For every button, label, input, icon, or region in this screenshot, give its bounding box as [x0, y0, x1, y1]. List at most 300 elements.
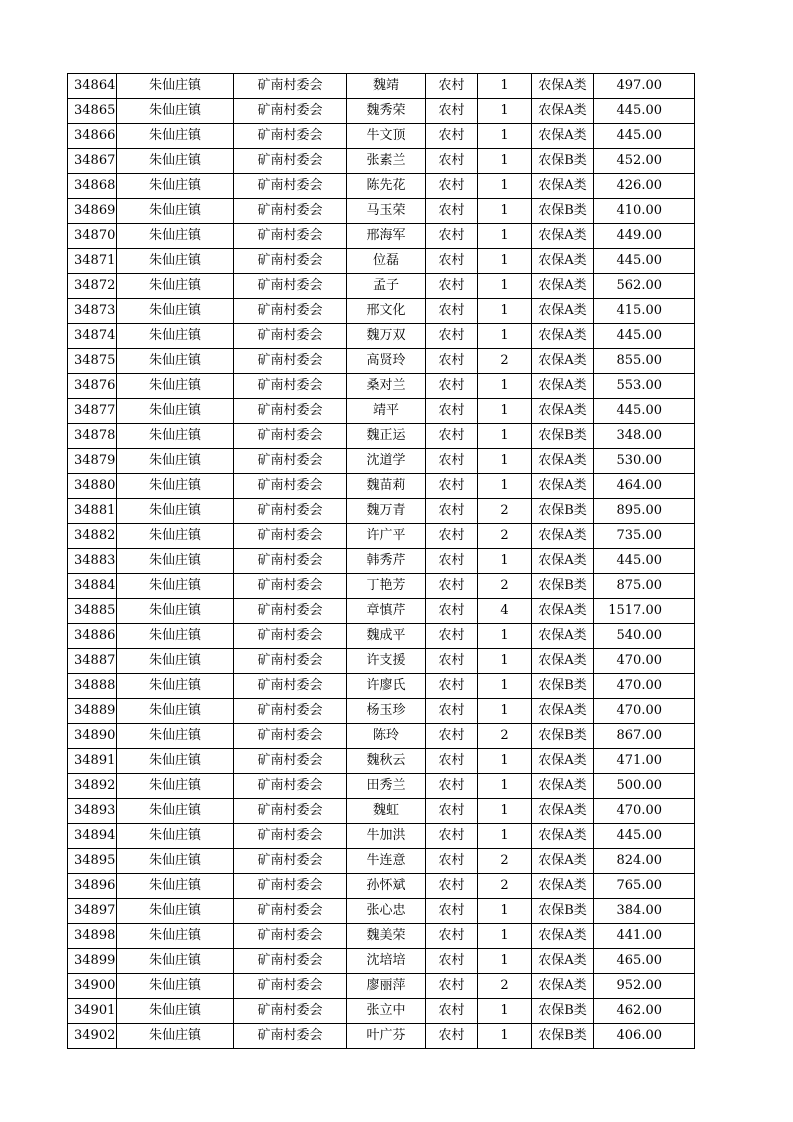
cell-town: 朱仙庄镇 — [117, 724, 234, 749]
cell-town: 朱仙庄镇 — [117, 199, 234, 224]
cell-town: 朱仙庄镇 — [117, 349, 234, 374]
cell-category: 农保B类 — [532, 199, 594, 224]
cell-category: 农保A类 — [532, 274, 594, 299]
cell-count: 2 — [478, 524, 532, 549]
cell-town: 朱仙庄镇 — [117, 524, 234, 549]
cell-type: 农村 — [426, 274, 478, 299]
table-row — [68, 324, 695, 349]
cell-count: 1 — [478, 824, 532, 849]
cell-category: 农保A类 — [532, 599, 594, 624]
cell-count: 1 — [478, 249, 532, 274]
cell-town: 朱仙庄镇 — [117, 699, 234, 724]
cell-village: 矿南村委会 — [234, 949, 347, 974]
cell-village: 矿南村委会 — [234, 124, 347, 149]
cell-type: 农村 — [426, 549, 478, 574]
cell-id: 34892 — [68, 774, 117, 799]
cell-category: 农保B类 — [532, 674, 594, 699]
cell-id: 34890 — [68, 724, 117, 749]
cell-amount: 449.00 — [594, 224, 695, 249]
cell-count: 1 — [478, 674, 532, 699]
cell-count: 1 — [478, 174, 532, 199]
table-row — [68, 924, 695, 949]
cell-village: 矿南村委会 — [234, 199, 347, 224]
cell-id: 34867 — [68, 149, 117, 174]
table-row — [68, 849, 695, 874]
cell-type: 农村 — [426, 824, 478, 849]
cell-type: 农村 — [426, 474, 478, 499]
cell-name: 沈培培 — [347, 949, 426, 974]
cell-village: 矿南村委会 — [234, 549, 347, 574]
cell-village: 矿南村委会 — [234, 1024, 347, 1049]
table-row — [68, 599, 695, 624]
cell-count: 1 — [478, 474, 532, 499]
cell-count: 2 — [478, 499, 532, 524]
cell-amount: 426.00 — [594, 174, 695, 199]
cell-village: 矿南村委会 — [234, 74, 347, 99]
cell-amount: 470.00 — [594, 699, 695, 724]
cell-village: 矿南村委会 — [234, 824, 347, 849]
cell-name: 魏苗莉 — [347, 474, 426, 499]
cell-type: 农村 — [426, 449, 478, 474]
cell-count: 1 — [478, 124, 532, 149]
cell-count: 2 — [478, 874, 532, 899]
cell-category: 农保A类 — [532, 799, 594, 824]
cell-name: 魏秋云 — [347, 749, 426, 774]
cell-type: 农村 — [426, 674, 478, 699]
cell-category: 农保A类 — [532, 549, 594, 574]
cell-type: 农村 — [426, 349, 478, 374]
cell-town: 朱仙庄镇 — [117, 274, 234, 299]
cell-amount: 445.00 — [594, 124, 695, 149]
cell-name: 孙怀斌 — [347, 874, 426, 899]
cell-amount: 765.00 — [594, 874, 695, 899]
cell-town: 朱仙庄镇 — [117, 874, 234, 899]
cell-name: 马玉荣 — [347, 199, 426, 224]
cell-amount: 540.00 — [594, 624, 695, 649]
cell-name: 杨玉珍 — [347, 699, 426, 724]
table-row — [68, 224, 695, 249]
cell-type: 农村 — [426, 524, 478, 549]
cell-count: 1 — [478, 699, 532, 724]
cell-count: 1 — [478, 274, 532, 299]
table-row — [68, 649, 695, 674]
table-row — [68, 1024, 695, 1049]
cell-type: 农村 — [426, 174, 478, 199]
cell-category: 农保A类 — [532, 924, 594, 949]
cell-id: 34884 — [68, 574, 117, 599]
table-row — [68, 974, 695, 999]
cell-name: 牛连意 — [347, 849, 426, 874]
cell-count: 1 — [478, 549, 532, 574]
cell-village: 矿南村委会 — [234, 449, 347, 474]
cell-count: 2 — [478, 574, 532, 599]
cell-type: 农村 — [426, 999, 478, 1024]
cell-type: 农村 — [426, 424, 478, 449]
cell-id: 34880 — [68, 474, 117, 499]
cell-town: 朱仙庄镇 — [117, 499, 234, 524]
cell-type: 农村 — [426, 74, 478, 99]
cell-count: 1 — [478, 74, 532, 99]
cell-amount: 952.00 — [594, 974, 695, 999]
cell-id: 34872 — [68, 274, 117, 299]
table-row — [68, 74, 695, 99]
table-row — [68, 824, 695, 849]
table-row — [68, 799, 695, 824]
cell-id: 34868 — [68, 174, 117, 199]
cell-town: 朱仙庄镇 — [117, 299, 234, 324]
cell-count: 1 — [478, 624, 532, 649]
cell-type: 农村 — [426, 974, 478, 999]
cell-amount: 500.00 — [594, 774, 695, 799]
cell-category: 农保A类 — [532, 374, 594, 399]
table-row — [68, 249, 695, 274]
cell-town: 朱仙庄镇 — [117, 599, 234, 624]
cell-village: 矿南村委会 — [234, 749, 347, 774]
cell-village: 矿南村委会 — [234, 849, 347, 874]
cell-village: 矿南村委会 — [234, 724, 347, 749]
cell-name: 魏正运 — [347, 424, 426, 449]
cell-id: 34894 — [68, 824, 117, 849]
cell-category: 农保B类 — [532, 999, 594, 1024]
cell-village: 矿南村委会 — [234, 349, 347, 374]
cell-id: 34877 — [68, 399, 117, 424]
cell-id: 34869 — [68, 199, 117, 224]
cell-type: 农村 — [426, 249, 478, 274]
cell-name: 魏万双 — [347, 324, 426, 349]
cell-category: 农保B类 — [532, 1024, 594, 1049]
cell-name: 高贤玲 — [347, 349, 426, 374]
cell-name: 许廖氏 — [347, 674, 426, 699]
cell-category: 农保A类 — [532, 699, 594, 724]
cell-type: 农村 — [426, 574, 478, 599]
table-row — [68, 774, 695, 799]
cell-town: 朱仙庄镇 — [117, 74, 234, 99]
cell-town: 朱仙庄镇 — [117, 424, 234, 449]
cell-name: 田秀兰 — [347, 774, 426, 799]
cell-category: 农保A类 — [532, 449, 594, 474]
cell-town: 朱仙庄镇 — [117, 624, 234, 649]
cell-name: 张立中 — [347, 999, 426, 1024]
cell-name: 廖丽萍 — [347, 974, 426, 999]
cell-id: 34891 — [68, 749, 117, 774]
cell-count: 1 — [478, 199, 532, 224]
cell-village: 矿南村委会 — [234, 99, 347, 124]
cell-type: 农村 — [426, 799, 478, 824]
cell-town: 朱仙庄镇 — [117, 374, 234, 399]
cell-category: 农保B类 — [532, 724, 594, 749]
cell-town: 朱仙庄镇 — [117, 649, 234, 674]
cell-type: 农村 — [426, 199, 478, 224]
cell-town: 朱仙庄镇 — [117, 1024, 234, 1049]
cell-town: 朱仙庄镇 — [117, 224, 234, 249]
cell-id: 34895 — [68, 849, 117, 874]
cell-id: 34870 — [68, 224, 117, 249]
cell-count: 1 — [478, 899, 532, 924]
cell-name: 许支援 — [347, 649, 426, 674]
cell-id: 34902 — [68, 1024, 117, 1049]
cell-type: 农村 — [426, 624, 478, 649]
cell-town: 朱仙庄镇 — [117, 974, 234, 999]
cell-category: 农保A类 — [532, 399, 594, 424]
cell-amount: 410.00 — [594, 199, 695, 224]
cell-type: 农村 — [426, 649, 478, 674]
cell-count: 1 — [478, 324, 532, 349]
cell-count: 1 — [478, 374, 532, 399]
table-row — [68, 424, 695, 449]
table-row — [68, 199, 695, 224]
cell-amount: 445.00 — [594, 399, 695, 424]
table-row — [68, 574, 695, 599]
cell-id: 34866 — [68, 124, 117, 149]
cell-town: 朱仙庄镇 — [117, 474, 234, 499]
cell-category: 农保B类 — [532, 899, 594, 924]
cell-category: 农保A类 — [532, 949, 594, 974]
table-row — [68, 874, 695, 899]
cell-category: 农保B类 — [532, 424, 594, 449]
cell-village: 矿南村委会 — [234, 599, 347, 624]
cell-count: 2 — [478, 349, 532, 374]
cell-village: 矿南村委会 — [234, 299, 347, 324]
table-row — [68, 399, 695, 424]
table-row — [68, 524, 695, 549]
cell-town: 朱仙庄镇 — [117, 449, 234, 474]
table-row — [68, 449, 695, 474]
cell-town: 朱仙庄镇 — [117, 99, 234, 124]
cell-amount: 464.00 — [594, 474, 695, 499]
cell-id: 34898 — [68, 924, 117, 949]
cell-type: 农村 — [426, 899, 478, 924]
cell-type: 农村 — [426, 299, 478, 324]
cell-type: 农村 — [426, 224, 478, 249]
cell-category: 农保B类 — [532, 574, 594, 599]
cell-type: 农村 — [426, 99, 478, 124]
cell-type: 农村 — [426, 749, 478, 774]
cell-amount: 415.00 — [594, 299, 695, 324]
cell-name: 魏靖 — [347, 74, 426, 99]
cell-amount: 470.00 — [594, 649, 695, 674]
cell-name: 陈玲 — [347, 724, 426, 749]
table-row — [68, 499, 695, 524]
cell-type: 农村 — [426, 499, 478, 524]
table-row — [68, 549, 695, 574]
cell-amount: 471.00 — [594, 749, 695, 774]
cell-amount: 530.00 — [594, 449, 695, 474]
cell-village: 矿南村委会 — [234, 649, 347, 674]
cell-town: 朱仙庄镇 — [117, 124, 234, 149]
cell-amount: 553.00 — [594, 374, 695, 399]
cell-category: 农保A类 — [532, 224, 594, 249]
cell-count: 1 — [478, 299, 532, 324]
cell-name: 魏万青 — [347, 499, 426, 524]
cell-name: 陈先花 — [347, 174, 426, 199]
cell-category: 农保A类 — [532, 299, 594, 324]
cell-category: 农保B类 — [532, 149, 594, 174]
table-row — [68, 299, 695, 324]
cell-village: 矿南村委会 — [234, 499, 347, 524]
cell-village: 矿南村委会 — [234, 899, 347, 924]
cell-village: 矿南村委会 — [234, 874, 347, 899]
cell-count: 1 — [478, 949, 532, 974]
cell-amount: 867.00 — [594, 724, 695, 749]
cell-name: 魏虹 — [347, 799, 426, 824]
cell-id: 34893 — [68, 799, 117, 824]
cell-id: 34888 — [68, 674, 117, 699]
table-row — [68, 474, 695, 499]
cell-name: 牛文顶 — [347, 124, 426, 149]
cell-amount: 470.00 — [594, 799, 695, 824]
cell-village: 矿南村委会 — [234, 799, 347, 824]
table-row — [68, 999, 695, 1024]
cell-town: 朱仙庄镇 — [117, 174, 234, 199]
cell-village: 矿南村委会 — [234, 224, 347, 249]
table-row — [68, 724, 695, 749]
cell-village: 矿南村委会 — [234, 574, 347, 599]
cell-category: 农保A类 — [532, 774, 594, 799]
cell-village: 矿南村委会 — [234, 674, 347, 699]
cell-count: 1 — [478, 799, 532, 824]
cell-type: 农村 — [426, 724, 478, 749]
cell-village: 矿南村委会 — [234, 974, 347, 999]
cell-category: 农保A类 — [532, 524, 594, 549]
cell-id: 34871 — [68, 249, 117, 274]
cell-type: 农村 — [426, 949, 478, 974]
cell-name: 孟子 — [347, 274, 426, 299]
cell-id: 34874 — [68, 324, 117, 349]
cell-count: 2 — [478, 724, 532, 749]
cell-count: 1 — [478, 774, 532, 799]
cell-amount: 445.00 — [594, 824, 695, 849]
cell-village: 矿南村委会 — [234, 174, 347, 199]
cell-name: 张素兰 — [347, 149, 426, 174]
cell-town: 朱仙庄镇 — [117, 574, 234, 599]
table-row — [68, 749, 695, 774]
table-row — [68, 899, 695, 924]
cell-town: 朱仙庄镇 — [117, 549, 234, 574]
cell-id: 34879 — [68, 449, 117, 474]
cell-name: 丁艳芳 — [347, 574, 426, 599]
cell-village: 矿南村委会 — [234, 474, 347, 499]
cell-type: 农村 — [426, 324, 478, 349]
cell-count: 1 — [478, 999, 532, 1024]
cell-name: 牛加洪 — [347, 824, 426, 849]
cell-id: 34885 — [68, 599, 117, 624]
cell-amount: 562.00 — [594, 274, 695, 299]
cell-amount: 1517.00 — [594, 599, 695, 624]
table-row — [68, 124, 695, 149]
cell-count: 2 — [478, 849, 532, 874]
cell-category: 农保A类 — [532, 749, 594, 774]
cell-amount: 441.00 — [594, 924, 695, 949]
cell-village: 矿南村委会 — [234, 524, 347, 549]
cell-name: 魏成平 — [347, 624, 426, 649]
cell-count: 2 — [478, 974, 532, 999]
cell-category: 农保A类 — [532, 974, 594, 999]
cell-type: 农村 — [426, 399, 478, 424]
table-row — [68, 374, 695, 399]
cell-name: 沈道学 — [347, 449, 426, 474]
cell-town: 朱仙庄镇 — [117, 824, 234, 849]
cell-name: 叶广芬 — [347, 1024, 426, 1049]
cell-amount: 406.00 — [594, 1024, 695, 1049]
cell-id: 34881 — [68, 499, 117, 524]
cell-type: 农村 — [426, 699, 478, 724]
cell-id: 34875 — [68, 349, 117, 374]
cell-village: 矿南村委会 — [234, 924, 347, 949]
cell-name: 邢文化 — [347, 299, 426, 324]
cell-id: 34864 — [68, 74, 117, 99]
cell-category: 农保A类 — [532, 649, 594, 674]
cell-village: 矿南村委会 — [234, 249, 347, 274]
cell-town: 朱仙庄镇 — [117, 849, 234, 874]
cell-count: 1 — [478, 1024, 532, 1049]
cell-category: 农保A类 — [532, 824, 594, 849]
cell-village: 矿南村委会 — [234, 774, 347, 799]
cell-category: 农保A类 — [532, 249, 594, 274]
cell-amount: 855.00 — [594, 349, 695, 374]
cell-category: 农保A类 — [532, 174, 594, 199]
cell-count: 1 — [478, 399, 532, 424]
cell-id: 34896 — [68, 874, 117, 899]
cell-type: 农村 — [426, 1024, 478, 1049]
cell-town: 朱仙庄镇 — [117, 674, 234, 699]
cell-village: 矿南村委会 — [234, 699, 347, 724]
cell-town: 朱仙庄镇 — [117, 149, 234, 174]
cell-category: 农保A类 — [532, 124, 594, 149]
table-row — [68, 949, 695, 974]
cell-amount: 462.00 — [594, 999, 695, 1024]
table-row — [68, 149, 695, 174]
cell-category: 农保A类 — [532, 74, 594, 99]
cell-village: 矿南村委会 — [234, 999, 347, 1024]
cell-type: 农村 — [426, 774, 478, 799]
table-row — [68, 274, 695, 299]
cell-id: 34899 — [68, 949, 117, 974]
table-row — [68, 349, 695, 374]
cell-amount: 452.00 — [594, 149, 695, 174]
cell-id: 34887 — [68, 649, 117, 674]
cell-name: 张心忠 — [347, 899, 426, 924]
cell-amount: 735.00 — [594, 524, 695, 549]
cell-id: 34886 — [68, 624, 117, 649]
cell-name: 桑对兰 — [347, 374, 426, 399]
cell-town: 朱仙庄镇 — [117, 749, 234, 774]
cell-name: 邢海军 — [347, 224, 426, 249]
cell-town: 朱仙庄镇 — [117, 324, 234, 349]
cell-amount: 895.00 — [594, 499, 695, 524]
cell-id: 34876 — [68, 374, 117, 399]
cell-id: 34889 — [68, 699, 117, 724]
table-body — [68, 74, 695, 1049]
cell-village: 矿南村委会 — [234, 399, 347, 424]
cell-count: 1 — [478, 424, 532, 449]
table-row — [68, 174, 695, 199]
cell-amount: 384.00 — [594, 899, 695, 924]
cell-village: 矿南村委会 — [234, 624, 347, 649]
cell-count: 4 — [478, 599, 532, 624]
cell-name: 许广平 — [347, 524, 426, 549]
cell-amount: 470.00 — [594, 674, 695, 699]
cell-name: 位磊 — [347, 249, 426, 274]
cell-id: 34873 — [68, 299, 117, 324]
cell-type: 农村 — [426, 374, 478, 399]
cell-count: 1 — [478, 99, 532, 124]
cell-amount: 875.00 — [594, 574, 695, 599]
cell-type: 农村 — [426, 924, 478, 949]
cell-category: 农保A类 — [532, 324, 594, 349]
cell-amount: 824.00 — [594, 849, 695, 874]
relief-roster-table — [67, 73, 695, 1049]
cell-id: 34900 — [68, 974, 117, 999]
